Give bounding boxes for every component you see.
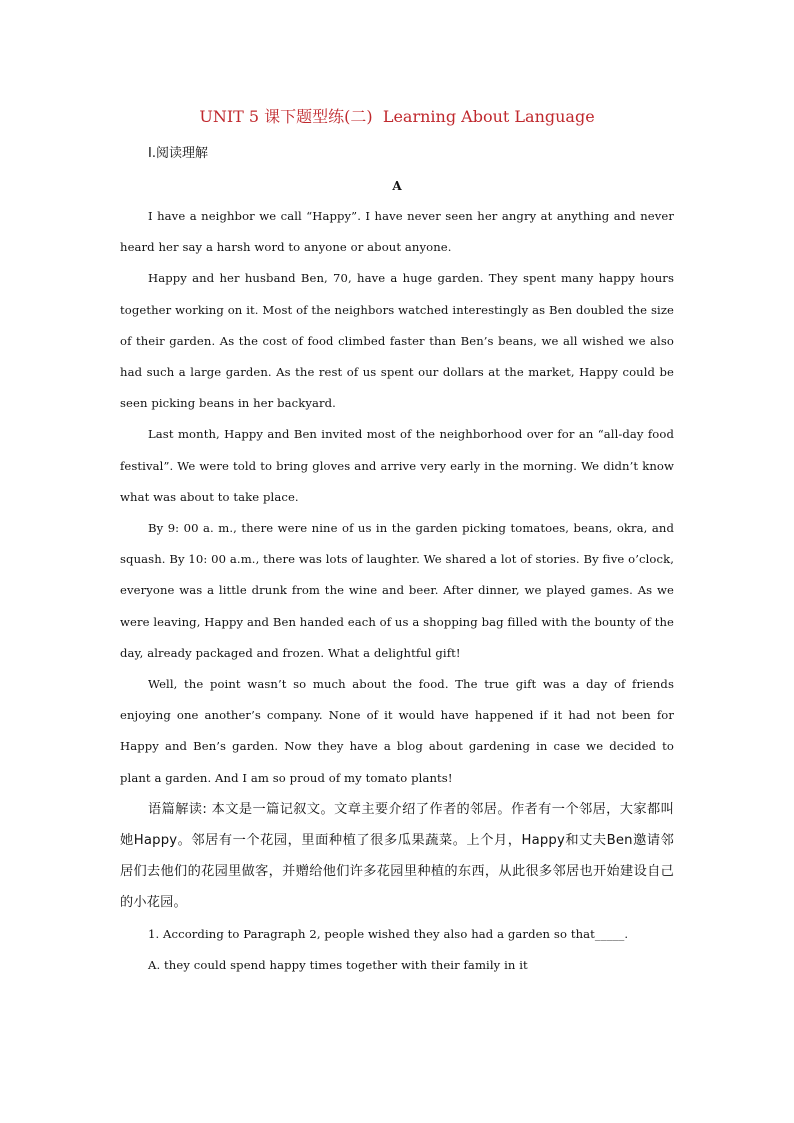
passage-summary: 语篇解读: 本文是一篇记叙文。文章主要介绍了作者的邻居。作者有一个邻居，大家都叫她Happy。邻居有一个花园，里面种植了很多瓜果蔬菜。上个月，Happy和丈夫Ben邀请邻居们去他们的花园里做客，并赠给他们许多花园里种植的东西，从此很多邻居也开始建设自己的小花园。 <box>120 801 674 911</box>
question-1-option-a: A. they could spend happy times together with their family in it <box>148 957 528 972</box>
passage-label: A <box>392 179 402 193</box>
paragraph-3: Last month, Happy and Ben invited most of the neighborhood over for an “all-day food festival”. We were told to bring gloves and arrive very early in the morning. We didn’t know what was about to take place. <box>120 427 674 504</box>
page-title: UNIT 5 课下题型练(二) Learning About Language <box>199 107 595 126</box>
section-heading: Ⅰ.阅读理解 <box>148 146 208 161</box>
passage-body <box>120 201 674 981</box>
paragraph-1: I have a neighbor we call “Happy”. I have never seen her angry at anything and never heard her say a harsh word to anyone or about anyone. <box>120 209 674 255</box>
paragraph-2: Happy and her husband Ben, 70, have a huge garden. They spent many happy hours together working on it. Most of the neighbors watched interestingly as Ben doubled the size of their garden. As the cost of food climbed faster than Ben’s beans, we all wished we also had such a large garden. As the rest of us spent our dollars at the market, Happy could be seen picking beans in her backyard. <box>120 271 674 411</box>
paragraph-4: By 9: 00 a. m., there were nine of us in the garden picking tomatoes, beans, okra, and squash. By 10: 00 a.m., there was lots of laughter. We shared a lot of stories. By five o’clock, everyone was a little drunk from the wine and beer. After dinner, we played games. As we were leaving, Happy and Ben handed each of us a shopping bag filled with the bounty of the day, already packaged and frozen. What a delightful gift! <box>120 521 674 660</box>
paragraph-5: Well, the point wasn’t so much about the food. The true gift was a day of friends enjoying one another’s company. None of it would have happened if it had not been for Happy and Ben’s garden. Now they have a blog about gardening in case we decided to plant a garden. And I am so proud of my tomato plants! <box>120 677 674 785</box>
question-1: 1. According to Paragraph 2, people wished they also had a garden so that_____. <box>148 926 629 941</box>
